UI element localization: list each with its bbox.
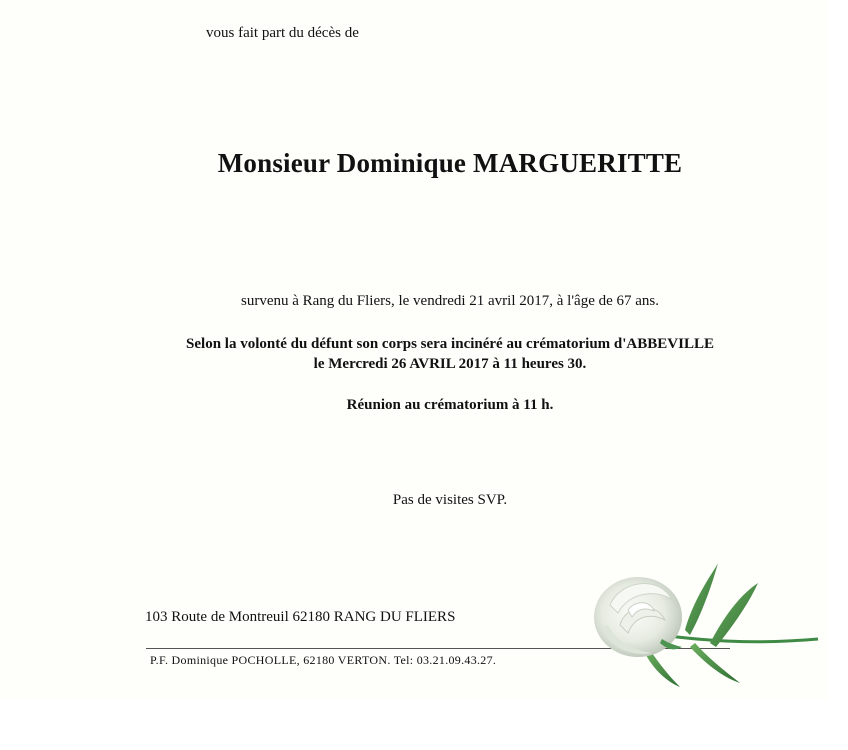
intro-text: vous fait part du décès de [206, 25, 359, 41]
visits-text: Pas de visites SVP. [392, 492, 508, 508]
meeting-text: Réunion au crématorium à 11 h. [346, 397, 554, 413]
death-info: survenu à Rang du Fliers, le vendredi 21 avril 2017, à l'âge de 67 ans. [240, 293, 659, 309]
white-rose-icon [590, 555, 820, 695]
deceased-name: Monsieur Dominique MARGUERITTE [217, 148, 683, 178]
cremation-line-1: Selon la volonté du défunt son corps sera incinéré au crématorium d'ABBEVILLE [186, 336, 714, 352]
family-address: 103 Route de Montreuil 62180 RANG DU FLIERS [145, 609, 456, 625]
funeral-home-info: P.F. Dominique POCHOLLE, 62180 VERTON. Tel: 03.21.09.43.27. [150, 653, 497, 667]
cremation-line-2: le Mercredi 26 AVRIL 2017 à 11 heures 30. [313, 356, 587, 372]
